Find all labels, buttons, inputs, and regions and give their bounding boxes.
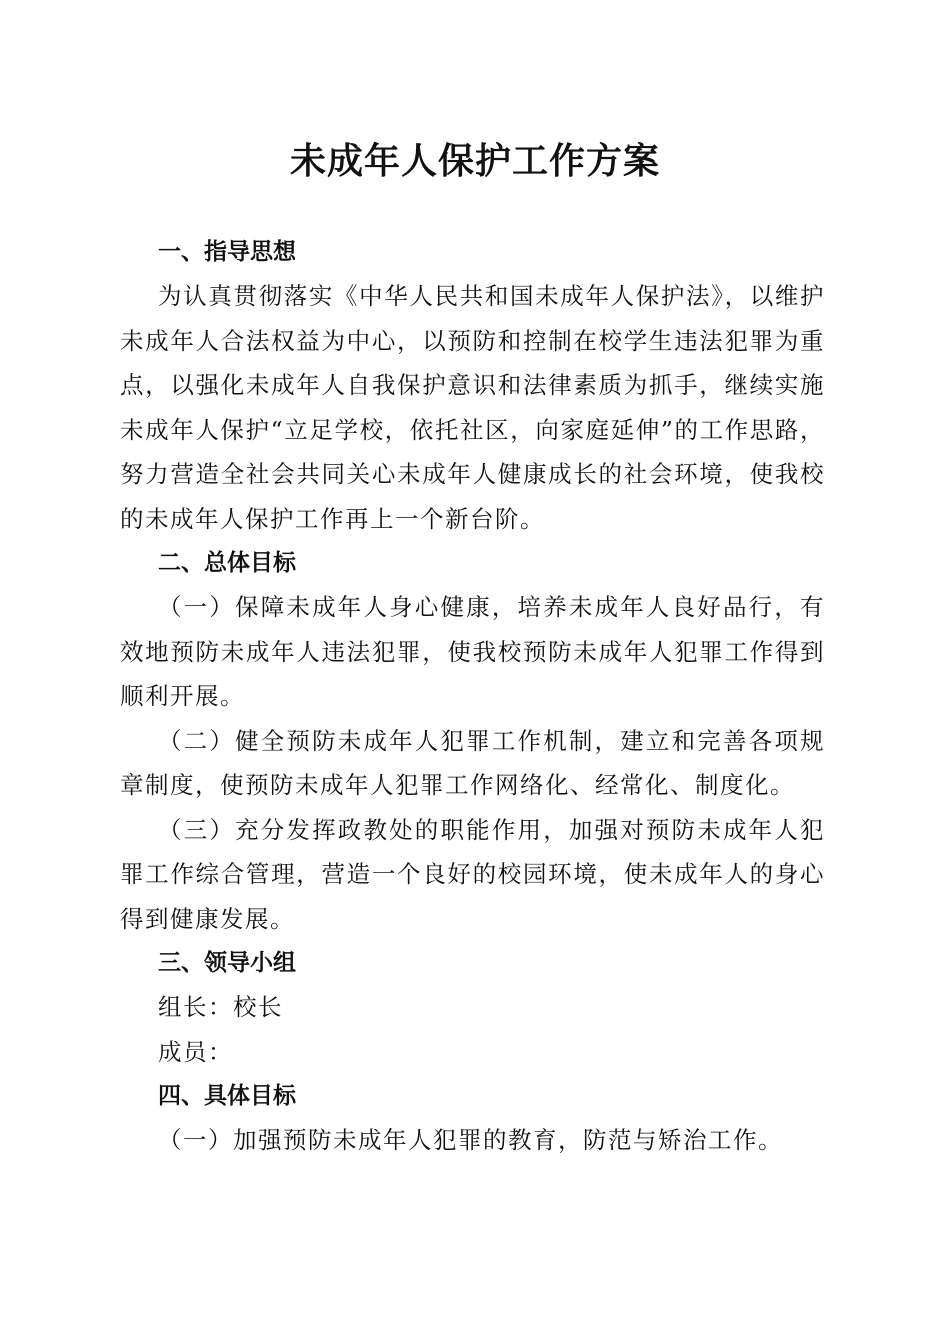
section-heading-leadership-group: 三、领导小组: [158, 950, 296, 976]
leader-line: 组长：校长: [158, 993, 283, 1021]
document-body: [120, 230, 825, 1163]
members-line: 成员：: [158, 1037, 233, 1066]
paragraph-guiding-ideology: 为认真贯彻落实《中华人民共和国未成年人保护法》，以维护未成年人合法权益为中心，以预防和控制在校学生违法犯罪为重点，以强化未成年人自我保护意识和法律素质为抓手，继续实施未成年人保护“立足学校，依托社区，向家庭延伸”的工作思路，努力营造全社会共同关心未成年人健康成长的社会环境，使我校的未成年人保护工作再上一个新台阶。: [120, 282, 825, 533]
document-title: 未成年人保护工作方案: [289, 140, 660, 182]
paragraph-specific-goal-1: （一）加强预防未成年人犯罪的教育，防范与矫治工作。: [158, 1126, 783, 1154]
section-heading-overall-goals: 二、总体目标: [158, 550, 296, 576]
paragraph-goal-3: （三）充分发挥政教处的职能作用，加强对预防未成年人犯罪工作综合管理，营造一个良好的校园环境，使未成年人的身心得到健康发展。: [120, 815, 825, 933]
paragraph-goal-2: （二）健全预防未成年人犯罪工作机制，建立和完善各项规章制度，使预防未成年人犯罪工作网络化、经常化、制度化。: [120, 726, 825, 799]
paragraph-goal-1: （一）保障未成年人身心健康，培养未成年人良好品行，有效地预防未成年人违法犯罪，使我校预防未成年人犯罪工作得到顺利开展。: [120, 593, 825, 710]
section-heading-guiding-ideology: 一、指导思想: [158, 239, 296, 265]
section-heading-specific-goals: 四、具体目标: [158, 1083, 296, 1109]
